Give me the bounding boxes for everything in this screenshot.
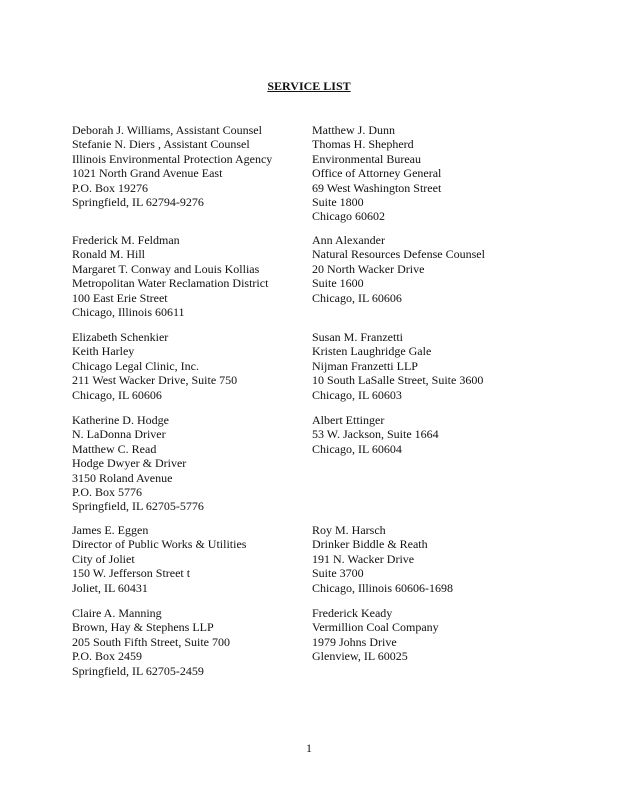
service-entry-line: Chicago, IL 60603: [312, 387, 402, 402]
service-entry-line: Environmental Bureau: [312, 151, 421, 166]
service-entry-line: P.O. Box 19276: [72, 180, 149, 195]
service-entry-line: Matthew J. Dunn: [312, 123, 395, 137]
service-entry-line: 211 West Wacker Drive, Suite 750: [72, 373, 238, 388]
service-entry-line: Stefanie N. Diers , Assistant Counsel: [72, 137, 250, 152]
service-entry-line: 1979 Johns Drive: [312, 634, 397, 649]
service-entry-line: 1021 North Grand Avenue East: [72, 166, 223, 181]
service-entry: [312, 330, 483, 402]
service-entry-line: Matthew C. Read: [72, 441, 157, 456]
service-entry: [72, 233, 268, 319]
service-entry-line: 10 South LaSalle Street, Suite 3600: [312, 373, 484, 388]
service-entry-line: Metropolitan Water Reclamation District: [72, 276, 269, 291]
service-entry-line: Margaret T. Conway and Louis Kollias: [72, 261, 260, 276]
service-entry-line: Kristen Laughridge Gale: [312, 344, 432, 359]
service-entry: [312, 233, 485, 305]
service-entry-line: Illinois Environmental Protection Agency: [72, 151, 273, 166]
service-entry-line: 150 W. Jefferson Street t: [72, 566, 191, 581]
service-entry-line: 3150 Roland Avenue: [72, 470, 173, 485]
service-entry-line: Ronald M. Hill: [72, 247, 146, 262]
service-entry: [312, 606, 439, 664]
service-entry-line: Roy M. Harsch: [312, 523, 386, 537]
service-entry-line: Thomas H. Shepherd: [312, 137, 414, 152]
service-entry-line: Suite 3700: [312, 566, 364, 581]
service-entry-line: 53 W. Jackson, Suite 1664: [312, 427, 439, 442]
service-entry-line: Office of Attorney General: [312, 166, 442, 181]
service-entry-line: Chicago 60602: [312, 209, 385, 224]
service-entry: [312, 523, 453, 595]
service-entry-line: Katherine D. Hodge: [72, 413, 169, 427]
service-entry-line: Natural Resources Defense Counsel: [312, 247, 485, 262]
service-entry-line: 191 N. Wacker Drive: [312, 551, 415, 566]
service-entry-line: Director of Public Works & Utilities: [72, 537, 247, 552]
service-entry-line: Suite 1600: [312, 276, 364, 291]
service-entry-line: Frederick M. Feldman: [72, 233, 180, 247]
service-entry-line: Claire A. Manning: [72, 606, 162, 620]
service-entry-line: Frederick Keady: [312, 606, 393, 620]
service-entry-line: P.O. Box 5776: [72, 485, 143, 500]
service-entry: [72, 523, 246, 595]
service-entry-line: Chicago, Illinois 60606-1698: [312, 580, 453, 595]
service-entry-line: Deborah J. Williams, Assistant Counsel: [72, 123, 262, 137]
service-entry-line: Glenview, IL 60025: [312, 649, 408, 664]
service-entry-line: Suite 1800: [312, 195, 364, 210]
service-entry-line: Nijman Franzetti LLP: [312, 358, 418, 373]
service-entry-line: P.O. Box 2459: [72, 649, 143, 664]
service-entry: [312, 123, 441, 224]
service-entry-line: N. LaDonna Driver: [72, 427, 166, 442]
service-entry-line: City of Joliet: [72, 551, 135, 566]
service-entry-line: Springfield, IL 62794-9276: [72, 195, 204, 210]
service-entry-line: Vermillion Coal Company: [312, 620, 439, 635]
service-entry-line: Hodge Dwyer & Driver: [72, 456, 187, 471]
service-entry-line: James E. Eggen: [72, 523, 149, 537]
service-entry-line: Joliet, IL 60431: [72, 580, 148, 595]
service-entry-line: 100 East Erie Street: [72, 290, 168, 305]
page-number: 1: [306, 741, 312, 755]
service-list-title: SERVICE LIST: [267, 79, 351, 93]
service-entry: [72, 123, 272, 209]
service-entry: [312, 413, 439, 456]
service-entry-line: Chicago Legal Clinic, Inc.: [72, 358, 199, 373]
service-entry-line: 69 West Washington Street: [312, 180, 442, 195]
service-entry-line: Brown, Hay & Stephens LLP: [72, 620, 214, 635]
service-entry-line: Chicago, IL 60604: [312, 441, 402, 456]
service-entry-line: Albert Ettinger: [312, 413, 385, 427]
service-entry: [72, 330, 237, 402]
service-entry-line: Ann Alexander: [312, 233, 385, 247]
service-entry-line: 205 South Fifth Street, Suite 700: [72, 634, 231, 649]
service-entry-line: Keith Harley: [72, 344, 135, 359]
service-entry-line: Springfield, IL 62705-5776: [72, 499, 204, 514]
service-entry: [72, 606, 230, 678]
service-entry-line: Elizabeth Schenkier: [72, 330, 169, 344]
service-entry: [72, 413, 204, 514]
service-entry-line: Drinker Biddle & Reath: [312, 537, 428, 552]
service-entry-line: Susan M. Franzetti: [312, 330, 403, 344]
service-entry-line: Chicago, Illinois 60611: [72, 305, 185, 320]
service-entry-line: 20 North Wacker Drive: [312, 261, 425, 276]
service-entry-line: Springfield, IL 62705-2459: [72, 663, 204, 678]
service-entry-line: Chicago, IL 60606: [312, 290, 402, 305]
service-entry-line: Chicago, IL 60606: [72, 387, 162, 402]
